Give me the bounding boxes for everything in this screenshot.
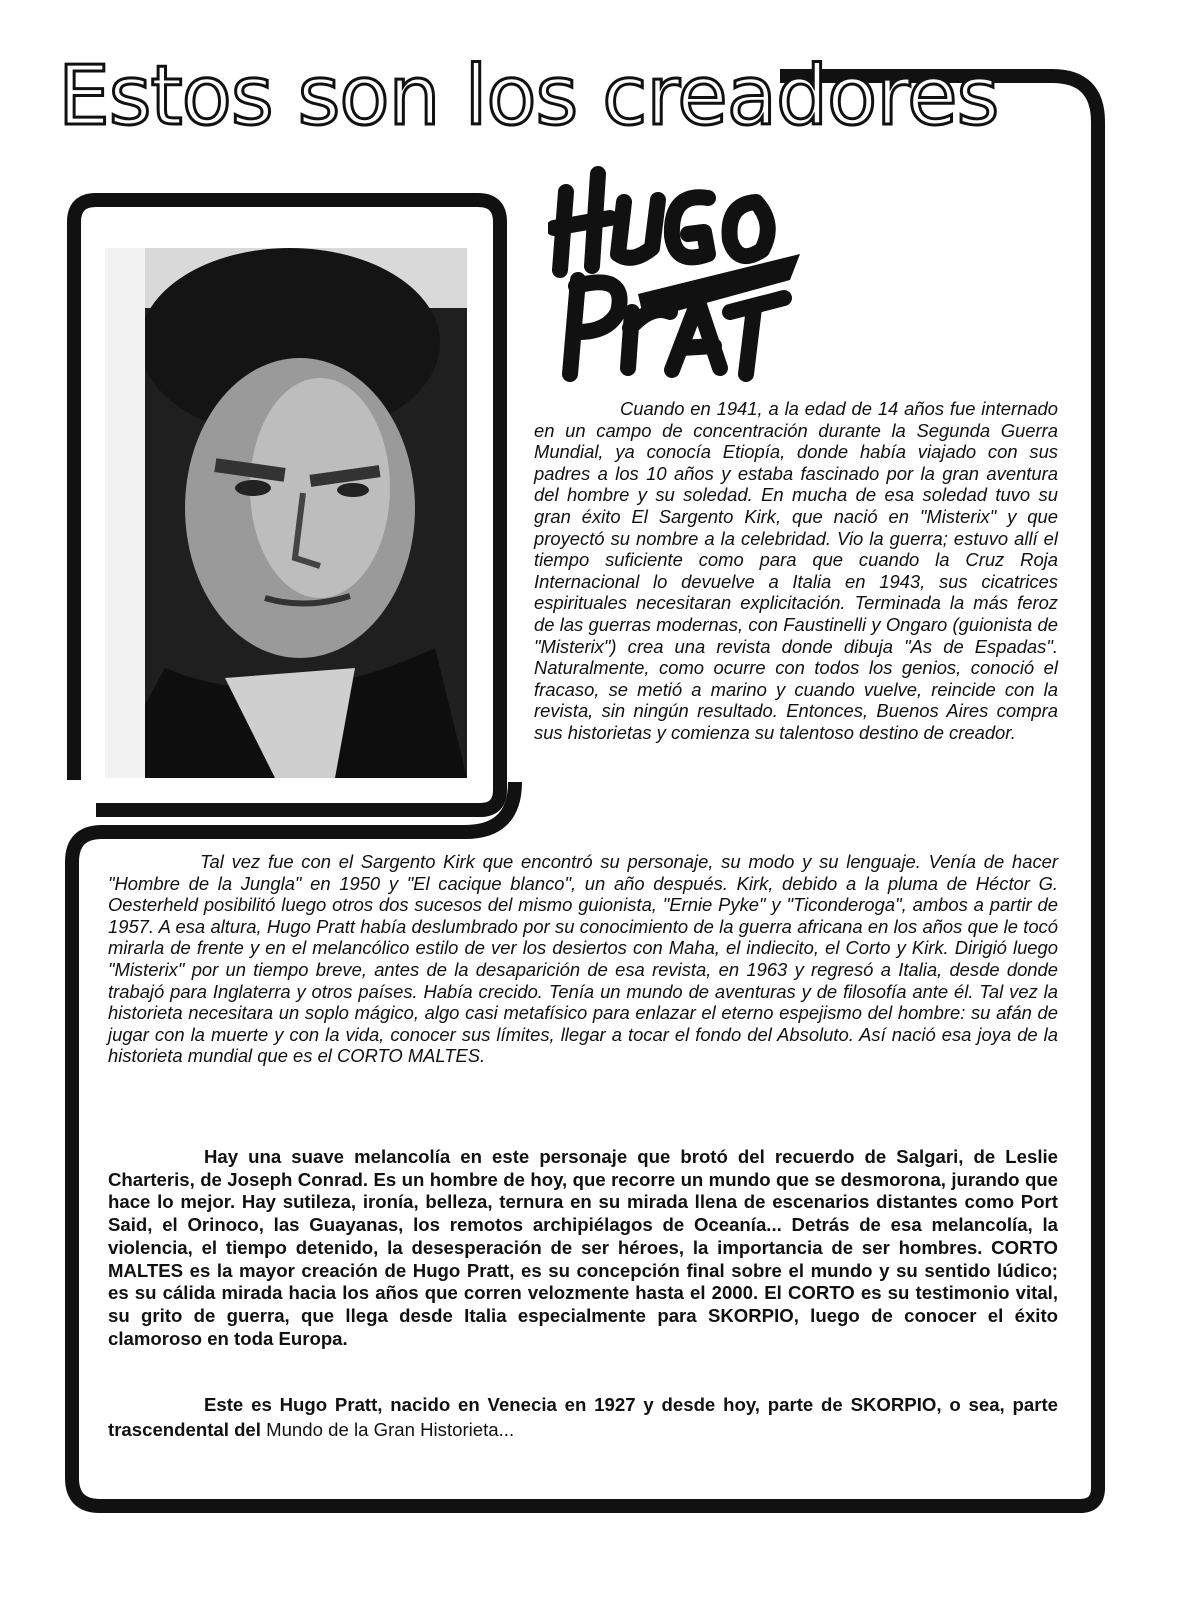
- page-title: Estos son los creadores: [58, 49, 999, 144]
- paragraph-closing: [108, 1392, 1058, 1442]
- closing-plain: Mundo de la Gran Historieta...: [260, 1419, 515, 1440]
- portrait-photo: [105, 248, 467, 778]
- closing-bold: Este es Hugo Pratt, nacido en Venecia en 1927 y desde hoy, parte de SKORPIO, o sea, parte trascendental del: [108, 1394, 1058, 1440]
- portrait-image: [105, 248, 467, 778]
- paragraph-intro: Cuando en 1941, a la edad de 14 años fue internado en un campo de concentración durante la Segunda Guerra Mundial, ya conocía Etiopía, donde había viajado con sus padres a los 10 años y estaba fascinado por la gran aventura del hombre y su soledad. En mucha de esa soledad tuvo su gran éxito El Sargento Kirk, que nació en "Misterix" y que proyectó su nombre a la celebridad. Vio la guerra; estuvo allí el tiempo suficiente como para que cuando la Cruz Roja Internacional lo devuelve a Italia en 1943, sus cicatrices espirituales necesitaran explicitación. Terminada la más feroz de las guerras modernas, con Faustinelli y Ongaro (guionista de "Misterix") crea una revista donde dibuja "As de Espadas". Naturalmente, como ocurre con todos los genios, conoció el fracaso, se metió a marino y cuando vuelve, reincide con la revista, sin ningún resultado. Entonces, Buenos Aires compra sus historietas y comienza su talentoso destino de creador.: [534, 398, 1058, 743]
- paragraph-kirk: Tal vez fue con el Sargento Kirk que encontró su personaje, su modo y su lenguaje. Venía de hacer "Hombre de la Jungla" en 1950 y "El cacique blanco", un año después. Kirk, debido a la pluma de Héctor G. Oesterheld posibilitó luego otros dos sucesos del mismo guionista, "Ernie Pyke" y "Ticonderoga", ambos a partir de 1957. A esa altura, Hugo Pratt había deslumbrado por su conocimiento de la guerra africana en los años que le tocó mirarla de frente y en el melancólico estilo de ver los desiertos con Maha, el indiecito, el Corto y Kirk. Dirigió luego "Misterix" por un tiempo breve, antes de la desaparición de esa revista, en 1963 y regresó a Italia, desde donde trabajó para Inglaterra y otros países. Había crecido. Tenía un mundo de aventuras y de filosofía ante él. Tal vez la historieta necesitara un soplo mágico, algo casi metafísico para enlazar el eterno espejismo del hombre: su afán de jugar con la muerte y con la vida, conocer sus límites, llegar a tocar el fondo del Absoluto. Así nació esa joya de la historieta mundial que es el CORTO MALTES.: [108, 851, 1058, 1067]
- paragraph-corto-maltes: Hay una suave melancolía en este personaje que brotó del recuerdo de Salgari, de Leslie Charteris, de Joseph Conrad. Es un hombre de hoy, que recorre un mundo que se desmorona, jurando que hace lo mejor. Hay sutileza, ironía, belleza, ternura en su mirada llena de escenarios distantes como Port Said, el Orinoco, las Guayanas, los remotos archipiélagos de Oceanía... Detrás de esa melancolía, la violencia, el tiempo detenido, la desesperación de ser héroes, la importancia de ser hombres. CORTO MALTES es la mayor creación de Hugo Pratt, es su concepción final sobre el mundo y su sentido lúdico; es su cálida mirada hacia los años que corren velozmente hasta el 2000. El CORTO es su testimonio vital, su grito de guerra, que llega desde Italia especialmente para SKORPIO, luego de conocer el éxito clamoroso en toda Europa.: [108, 1146, 1058, 1349]
- hugo-pratt-signature: [548, 162, 808, 387]
